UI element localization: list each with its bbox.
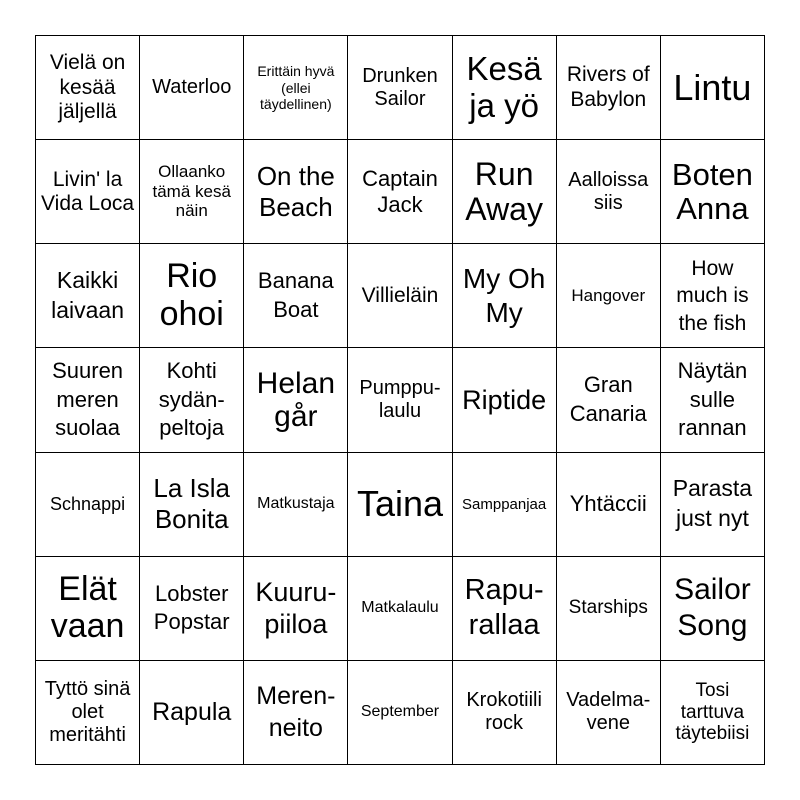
bingo-cell[interactable]: Kesä ja yö xyxy=(453,36,557,140)
bingo-cell[interactable]: Boten Anna xyxy=(661,140,765,244)
bingo-cell[interactable]: Meren-neito xyxy=(244,661,348,765)
bingo-cell[interactable]: September xyxy=(348,661,452,765)
bingo-cell[interactable]: Kuuru-piiloa xyxy=(244,557,348,661)
bingo-cell[interactable]: Rapu-rallaa xyxy=(453,557,557,661)
bingo-cell[interactable]: Hangover xyxy=(557,244,661,348)
bingo-cell[interactable]: Rio ohoi xyxy=(140,244,244,348)
bingo-cell[interactable]: Pumppu-laulu xyxy=(348,348,452,452)
bingo-cell[interactable]: Rapula xyxy=(140,661,244,765)
bingo-cell[interactable]: Livin' la Vida Loca xyxy=(36,140,140,244)
bingo-cell[interactable]: Matkustaja xyxy=(244,453,348,557)
bingo-cell[interactable]: Drunken Sailor xyxy=(348,36,452,140)
bingo-cell[interactable]: Tyttö sinä olet meritähti xyxy=(36,661,140,765)
bingo-cell[interactable]: On the Beach xyxy=(244,140,348,244)
bingo-cell[interactable]: How much is the fish xyxy=(661,244,765,348)
bingo-cell[interactable]: Taina xyxy=(348,453,452,557)
bingo-cell[interactable]: Elät vaan xyxy=(36,557,140,661)
bingo-cell[interactable]: La Isla Bonita xyxy=(140,453,244,557)
bingo-cell[interactable]: Captain Jack xyxy=(348,140,452,244)
bingo-cell[interactable]: Parasta just nyt xyxy=(661,453,765,557)
bingo-cell[interactable]: Kohti sydän-peltoja xyxy=(140,348,244,452)
bingo-cell[interactable]: Riptide xyxy=(453,348,557,452)
bingo-cell[interactable]: Schnappi xyxy=(36,453,140,557)
bingo-cell[interactable]: Lobster Popstar xyxy=(140,557,244,661)
bingo-cell[interactable]: Villieläin xyxy=(348,244,452,348)
bingo-cell[interactable]: Run Away xyxy=(453,140,557,244)
bingo-cell[interactable]: Gran Canaria xyxy=(557,348,661,452)
bingo-cell[interactable]: Starships xyxy=(557,557,661,661)
bingo-cell[interactable]: Samppanjaa xyxy=(453,453,557,557)
bingo-cell[interactable]: Helan går xyxy=(244,348,348,452)
bingo-cell[interactable]: Yhtäccii xyxy=(557,453,661,557)
bingo-cell[interactable]: Rivers of Babylon xyxy=(557,36,661,140)
bingo-cell[interactable]: Suuren meren suolaa xyxy=(36,348,140,452)
bingo-cell[interactable]: Lintu xyxy=(661,36,765,140)
bingo-cell[interactable]: Matkalaulu xyxy=(348,557,452,661)
bingo-cell[interactable]: Banana Boat xyxy=(244,244,348,348)
bingo-cell[interactable]: My Oh My xyxy=(453,244,557,348)
bingo-cell[interactable]: Krokotiili rock xyxy=(453,661,557,765)
bingo-cell[interactable]: Waterloo xyxy=(140,36,244,140)
bingo-board xyxy=(35,35,765,765)
bingo-cell[interactable]: Ollaanko tämä kesä näin xyxy=(140,140,244,244)
bingo-cell[interactable]: Kaikki laivaan xyxy=(36,244,140,348)
bingo-cell[interactable]: Erittäin hyvä (ellei täydellinen) xyxy=(244,36,348,140)
bingo-cell[interactable]: Vielä on kesää jäljellä xyxy=(36,36,140,140)
bingo-cell[interactable]: Tosi tarttuva täytebiisi xyxy=(661,661,765,765)
bingo-cell[interactable]: Vadelma-vene xyxy=(557,661,661,765)
bingo-cell[interactable]: Näytän sulle rannan xyxy=(661,348,765,452)
bingo-cell[interactable]: Sailor Song xyxy=(661,557,765,661)
bingo-cell[interactable]: Aalloissa siis xyxy=(557,140,661,244)
